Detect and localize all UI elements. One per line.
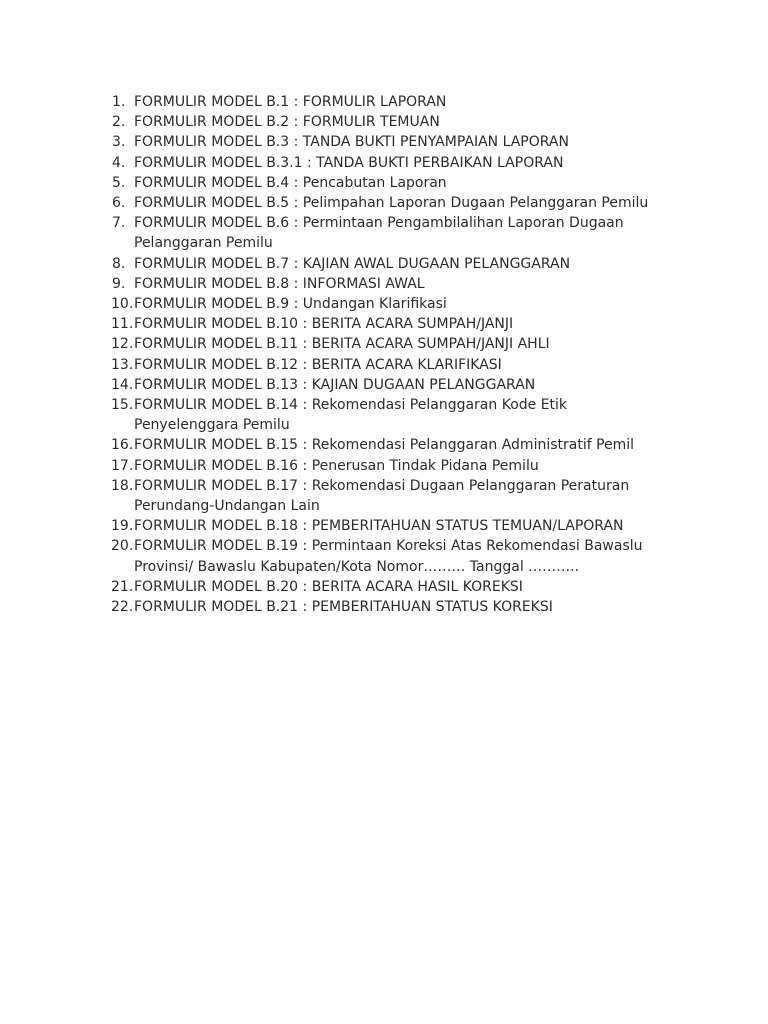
list-item-number: 5. xyxy=(112,174,126,191)
list-item xyxy=(0,92,768,112)
list-item-text: FORMULIR MODEL B.8 : INFORMASI AWAL xyxy=(134,275,425,292)
list-item-number: 11. xyxy=(111,316,134,333)
list-item-number: 6. xyxy=(112,195,126,212)
list-item xyxy=(0,334,768,354)
list-item-text: FORMULIR MODEL B.15 : Rekomendasi Pelanggaran Administratif Pemil xyxy=(134,437,635,454)
list-item-number: 15. xyxy=(111,397,134,414)
list-item-number: 4. xyxy=(112,154,126,171)
list-item xyxy=(0,274,768,294)
list-item xyxy=(0,173,768,193)
list-item xyxy=(0,294,768,314)
list-item-text: FORMULIR MODEL B.5 : Pelimpahan Laporan Dugaan Pelanggaran Pemilu xyxy=(134,195,649,212)
list-item-text: FORMULIR MODEL B.17 : Rekomendasi Dugaan Pelanggaran Peraturan Perundang-Undangan Lain xyxy=(134,477,630,515)
form-model-list xyxy=(0,92,768,617)
list-item-text: FORMULIR MODEL B.1 : FORMULIR LAPORAN xyxy=(134,94,447,110)
list-item xyxy=(0,577,768,597)
list-item-text: FORMULIR MODEL B.13 : KAJIAN DUGAAN PELANGGARAN xyxy=(134,376,536,393)
list-item-text: FORMULIR MODEL B.3.1 : TANDA BUKTI PERBAIKAN LAPORAN xyxy=(134,154,564,171)
list-item-text: FORMULIR MODEL B.16 : Penerusan Tindak Pidana Pemilu xyxy=(134,457,539,474)
list-item xyxy=(0,153,768,173)
list-item-number: 12. xyxy=(111,336,134,353)
list-item-number: 13. xyxy=(111,356,134,373)
list-item-text: FORMULIR MODEL B.14 : Rekomendasi Pelanggaran Kode Etik Penyelenggara Pemilu xyxy=(134,397,568,434)
list-item-text: FORMULIR MODEL B.4 : Pencabutan Laporan xyxy=(134,174,447,191)
list-item-text: FORMULIR MODEL B.9 : Undangan Klarifikasi xyxy=(134,296,447,313)
list-item-number: 8. xyxy=(112,255,126,272)
list-item xyxy=(0,112,768,132)
list-item-number: 2. xyxy=(112,114,126,131)
list-item-number: 7. xyxy=(112,215,126,232)
list-item-text: FORMULIR MODEL B.7 : KAJIAN AWAL DUGAAN PELANGGARAN xyxy=(134,255,571,272)
list-item-number: 1. xyxy=(112,94,126,110)
list-item-number: 21. xyxy=(111,578,134,595)
list-item-text: FORMULIR MODEL B.12 : BERITA ACARA KLARIFIKASI xyxy=(134,356,502,373)
list-item xyxy=(0,456,768,476)
list-item-text: FORMULIR MODEL B.21 : PEMBERITAHUAN STATUS KOREKSI xyxy=(134,599,553,616)
list-item-text: FORMULIR MODEL B.10 : BERITA ACARA SUMPAH/JANJI xyxy=(134,316,514,333)
list-item xyxy=(0,597,768,617)
list-item xyxy=(0,193,768,213)
list-item-number: 3. xyxy=(112,134,126,151)
list-item-text: FORMULIR MODEL B.2 : FORMULIR TEMUAN xyxy=(134,114,440,131)
list-item xyxy=(0,476,768,516)
list-item-number: 22. xyxy=(111,599,134,616)
list-item-number: 14. xyxy=(111,376,134,393)
list-item xyxy=(0,213,768,253)
list-item-number: 18. xyxy=(111,477,134,494)
list-item xyxy=(0,395,768,435)
list-item-number: 19. xyxy=(111,518,134,535)
list-item-text: FORMULIR MODEL B.3 : TANDA BUKTI PENYAMPAIAN LAPORAN xyxy=(134,134,569,151)
list-item-number: 20. xyxy=(111,538,134,555)
list-item-number: 10. xyxy=(111,296,134,313)
list-item xyxy=(0,132,768,152)
list-item-text: FORMULIR MODEL B.20 : BERITA ACARA HASIL KOREKSI xyxy=(134,578,523,595)
list-item-number: 16. xyxy=(111,437,134,454)
list-item xyxy=(0,314,768,334)
list-item-text: FORMULIR MODEL B.19 : Permintaan Koreksi Atas Rekomendasi Bawaslu Provinsi/ Bawaslu Kabupaten/Kota Nomor……… Tanggal ……….. xyxy=(134,538,643,575)
list-item-text: FORMULIR MODEL B.18 : PEMBERITAHUAN STATUS TEMUAN/LAPORAN xyxy=(134,518,624,535)
list-item xyxy=(0,355,768,375)
list-item-number: 17. xyxy=(111,457,134,474)
list-item xyxy=(0,254,768,274)
list-item xyxy=(0,375,768,395)
list-item-text: FORMULIR MODEL B.6 : Permintaan Pengambilalihan Laporan Dugaan Pelanggaran Pemilu xyxy=(134,215,624,252)
list-item-text: FORMULIR MODEL B.11 : BERITA ACARA SUMPAH/JANJI AHLI xyxy=(134,336,550,353)
list-item xyxy=(0,435,768,455)
list-item xyxy=(0,516,768,536)
list-item xyxy=(0,536,768,576)
list-item-number: 9. xyxy=(112,275,126,292)
